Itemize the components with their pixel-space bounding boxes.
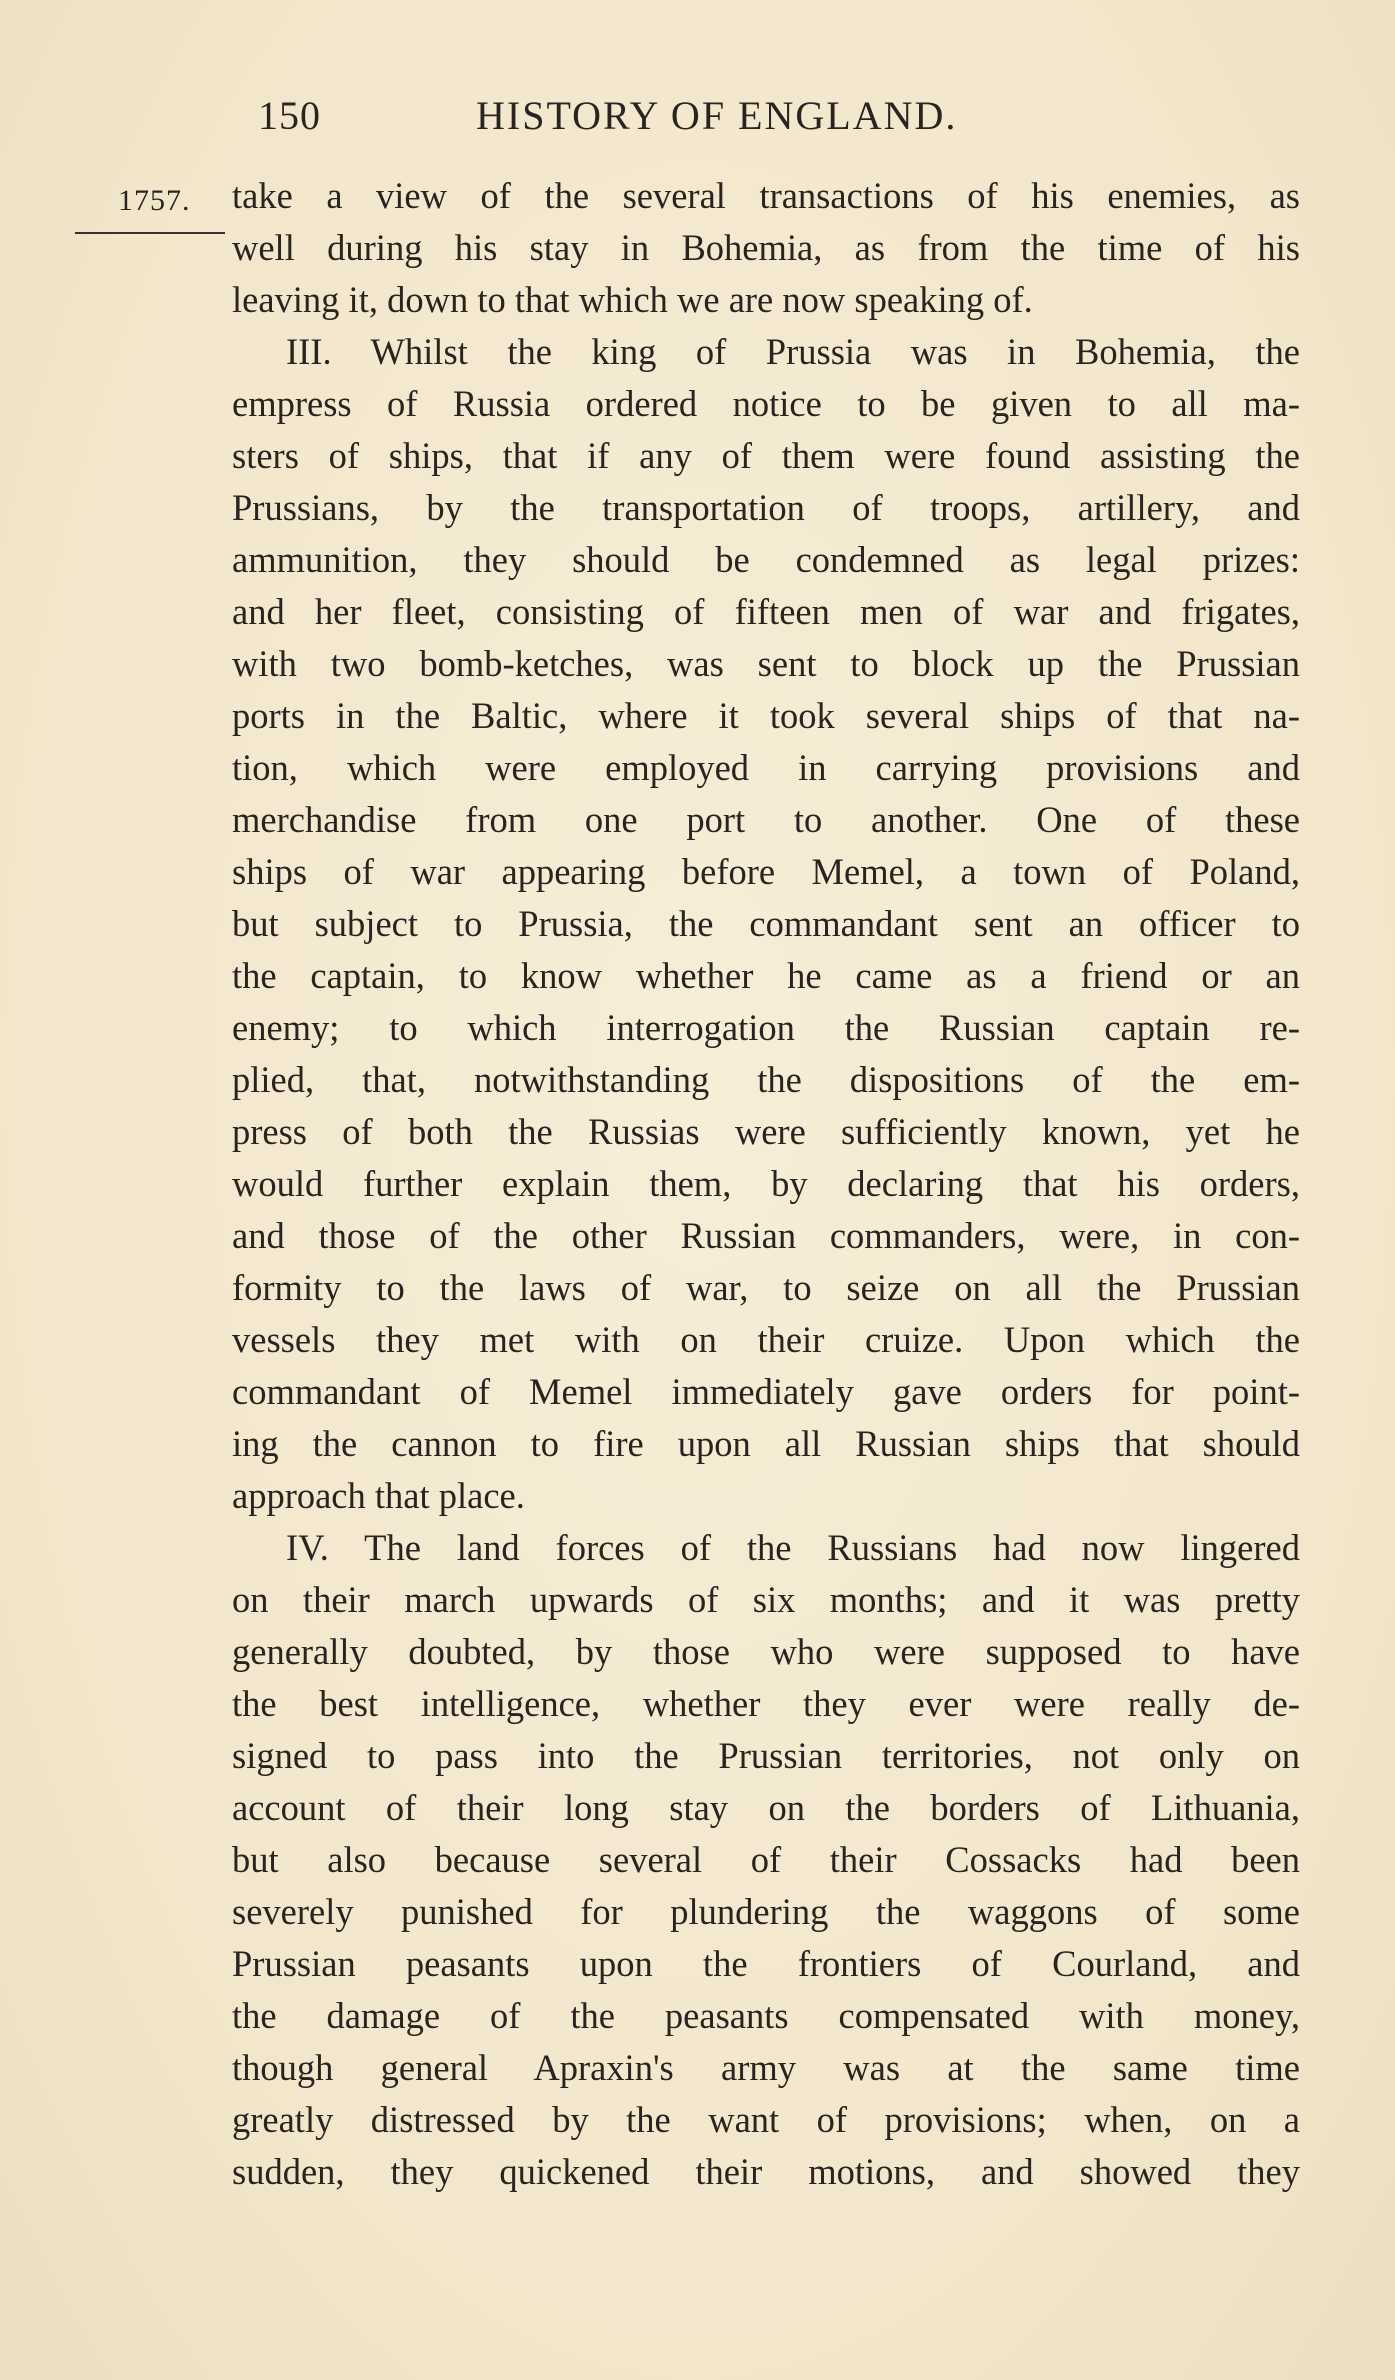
text-line: empress of Russia ordered notice to be given to all ma- [232,383,1300,424]
text-line: formity to the laws of war, to seize on all the Prussian [232,1267,1300,1308]
body-text [232,170,1300,2198]
text-line: on their march upwards of six months; and it was pretty [232,1579,1300,1620]
text-line: plied, that, notwithstanding the dispositions of the em- [232,1059,1300,1100]
margin-rule [75,232,225,234]
text-line: with two bomb-ketches, was sent to block up the Prussian [232,643,1300,684]
text-line: the damage of the peasants compensated with money, [232,1995,1300,2036]
text-line: commandant of Memel immediately gave orders for point- [232,1371,1300,1412]
text-line: approach that place. [232,1475,525,1516]
text-line: generally doubted, by those who were supposed to have [232,1631,1300,1672]
text-line: sters of ships, that if any of them were found assisting the [232,435,1300,476]
text-line: merchandise from one port to another. One of these [232,799,1300,840]
text-line: Prussian peasants upon the frontiers of Courland, and [232,1943,1300,1984]
text-line: greatly distressed by the want of provisions; when, on a [232,2099,1300,2140]
running-title: HISTORY OF ENGLAND. [476,93,958,138]
text-line: and her fleet, consisting of fifteen men of war and frigates, [232,591,1300,632]
text-line: signed to pass into the Prussian territories, not only on [232,1735,1300,1776]
text-line: would further explain them, by declaring that his orders, [232,1163,1300,1204]
text-line: the best intelligence, whether they ever were really de- [232,1683,1300,1724]
text-line: but also because several of their Cossacks had been [232,1839,1300,1880]
text-line: Prussians, by the transportation of troops, artillery, and [232,487,1300,528]
text-line: enemy; to which interrogation the Russian captain re- [232,1007,1300,1048]
text-line: vessels they met with on their cruize. Upon which the [232,1319,1300,1360]
margin-year: 1757. [118,184,191,217]
text-line: tion, which were employed in carrying provisions and [232,747,1300,788]
text-line: account of their long stay on the borders of Lithuania, [232,1787,1300,1828]
text-line: take a view of the several transactions of his enemies, as [232,175,1300,216]
text-line: III. Whilst the king of Prussia was in Bohemia, the [286,331,1300,372]
text-line: severely punished for plundering the waggons of some [232,1891,1300,1932]
text-line: ports in the Baltic, where it took several ships of that na- [232,695,1300,736]
page-number: 150 [258,93,321,138]
text-line: leaving it, down to that which we are now speaking of. [232,279,1033,320]
text-line: but subject to Prussia, the commandant sent an officer to [232,903,1300,944]
text-line: ing the cannon to fire upon all Russian ships that should [232,1423,1300,1464]
text-line: sudden, they quickened their motions, and showed they [232,2151,1300,2192]
text-line: the captain, to know whether he came as a friend or an [232,955,1300,996]
text-line: though general Apraxin's army was at the same time [232,2047,1300,2088]
text-line: IV. The land forces of the Russians had now lingered [286,1527,1300,1568]
text-line: press of both the Russias were sufficiently known, yet he [232,1111,1300,1152]
text-line: and those of the other Russian commanders, were, in con- [232,1215,1300,1256]
text-line: ammunition, they should be condemned as legal prizes: [232,539,1300,580]
text-line: well during his stay in Bohemia, as from the time of his [232,227,1300,268]
page-header [258,92,1078,142]
text-line: ships of war appearing before Memel, a town of Poland, [232,851,1300,892]
